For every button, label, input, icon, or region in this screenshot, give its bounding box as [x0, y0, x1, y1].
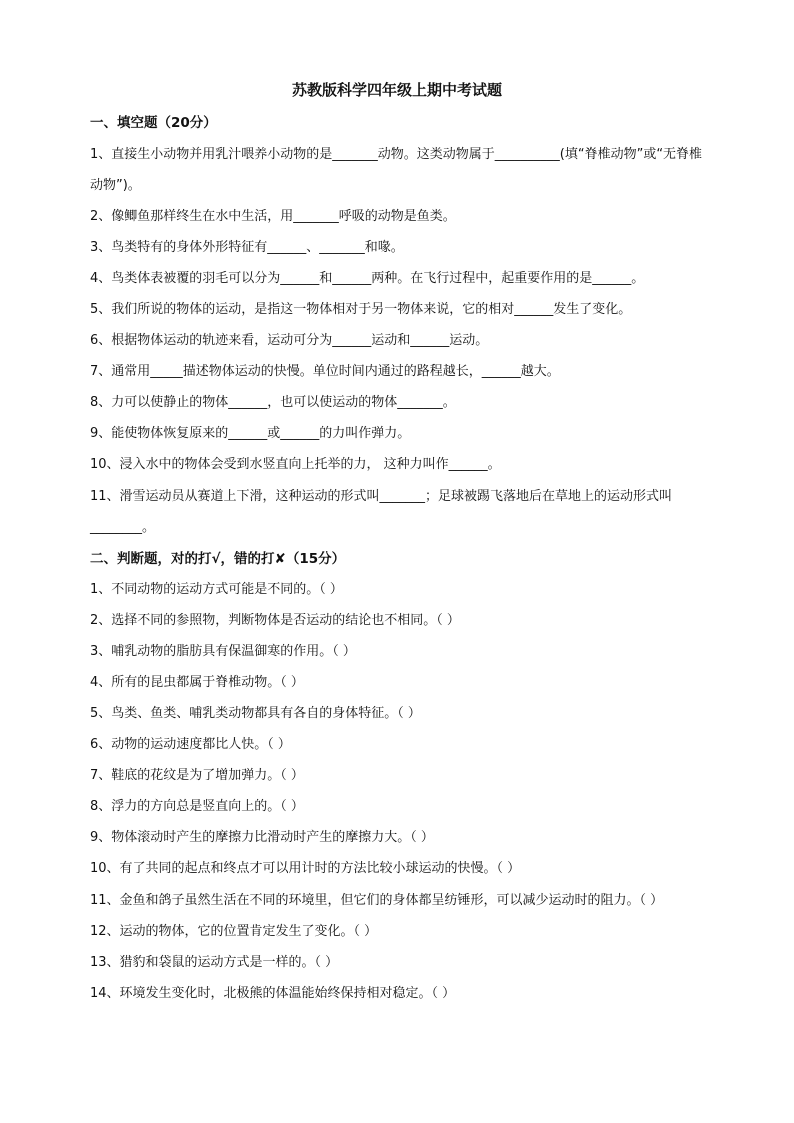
question-item: 8、力可以使静止的物体______，也可以使运动的物体_______。 — [90, 395, 456, 410]
question-item: 12、运动的物体，它的位置肯定发生了变化。（ ） — [90, 924, 378, 939]
question-item: 10、浸入水中的物体会受到水竖直向上托举的力， 这种力叫作______。 — [90, 457, 501, 472]
section1-heading: 一、填空题（20分） — [90, 115, 217, 131]
question-item: 4、鸟类体表被覆的羽毛可以分为______和______两种。在飞行过程中，起重要作用的是______。 — [90, 271, 645, 286]
question-item: 6、动物的运动速度都比人快。（ ） — [90, 737, 291, 752]
question-item: 5、鸟类、鱼类、哺乳类动物都具有各自的身体特征。（ ） — [90, 706, 421, 721]
question-item: 7、通常用_____描述物体运动的快慢。单位时间内通过的路程越长，______越大。 — [90, 364, 560, 379]
question-item: 11、金鱼和鸽子虽然生活在不同的环境里，但它们的身体都呈纺锤形，可以减少运动时的阻力。（ ） — [90, 893, 664, 908]
question-item: 3、哺乳动物的脂肪具有保温御寒的作用。（ ） — [90, 644, 356, 659]
question-item: 5、我们所说的物体的运动，是指这一物体相对于另一物体来说，它的相对______发生了变化。 — [90, 302, 632, 317]
question-item: 2、选择不同的参照物，判断物体是否运动的结论也不相同。（ ） — [90, 613, 460, 628]
question-item: 9、物体滚动时产生的摩擦力比滑动时产生的摩擦力大。（ ） — [90, 830, 434, 845]
question-item: 14、环境发生变化时，北极熊的体温能始终保持相对稳定。（ ） — [90, 986, 456, 1001]
question-item: 1、不同动物的运动方式可能是不同的。（ ） — [90, 582, 343, 597]
question-item: 3、鸟类特有的身体外形特征有______、_______和喙。 — [90, 240, 404, 255]
question-item: 8、浮力的方向总是竖直向上的。（ ） — [90, 799, 304, 814]
question-item: 13、猎豹和袋鼠的运动方式是一样的。（ ） — [90, 955, 339, 970]
question-item: 7、鞋底的花纹是为了增加弹力。（ ） — [90, 768, 304, 783]
page-title: 苏教版科学四年级上期中考试题 — [291, 81, 502, 99]
question-item: 2、像鲫鱼那样终生在水中生活，用_______呼吸的动物是鱼类。 — [90, 209, 456, 224]
exam-content — [90, 113, 710, 1015]
question-item: 10、有了共同的起点和终点才可以用计时的方法比较小球运动的快慢。（ ） — [90, 861, 521, 876]
question-item: 6、根据物体运动的轨迹来看，运动可分为______运动和______运动。 — [90, 333, 489, 348]
question-item: 1、直接生小动物并用乳汁喂养小动物的是_______动物。这类动物属于__________(填“脊椎动物”或“无脊椎动物”)。 — [90, 147, 703, 193]
question-item: 11、滑雪运动员从赛道上下滑，这种运动的形式叫_______；足球被踢飞落地后在草地上的运动形式叫________。 — [90, 489, 673, 535]
question-item: 9、能使物体恢复原来的______或______的力叫作弹力。 — [90, 426, 411, 441]
section2-heading: 二、判断题，对的打√，错的打✘（15分） — [90, 551, 346, 567]
question-item: 4、所有的昆虫都属于脊椎动物。（ ） — [90, 675, 304, 690]
